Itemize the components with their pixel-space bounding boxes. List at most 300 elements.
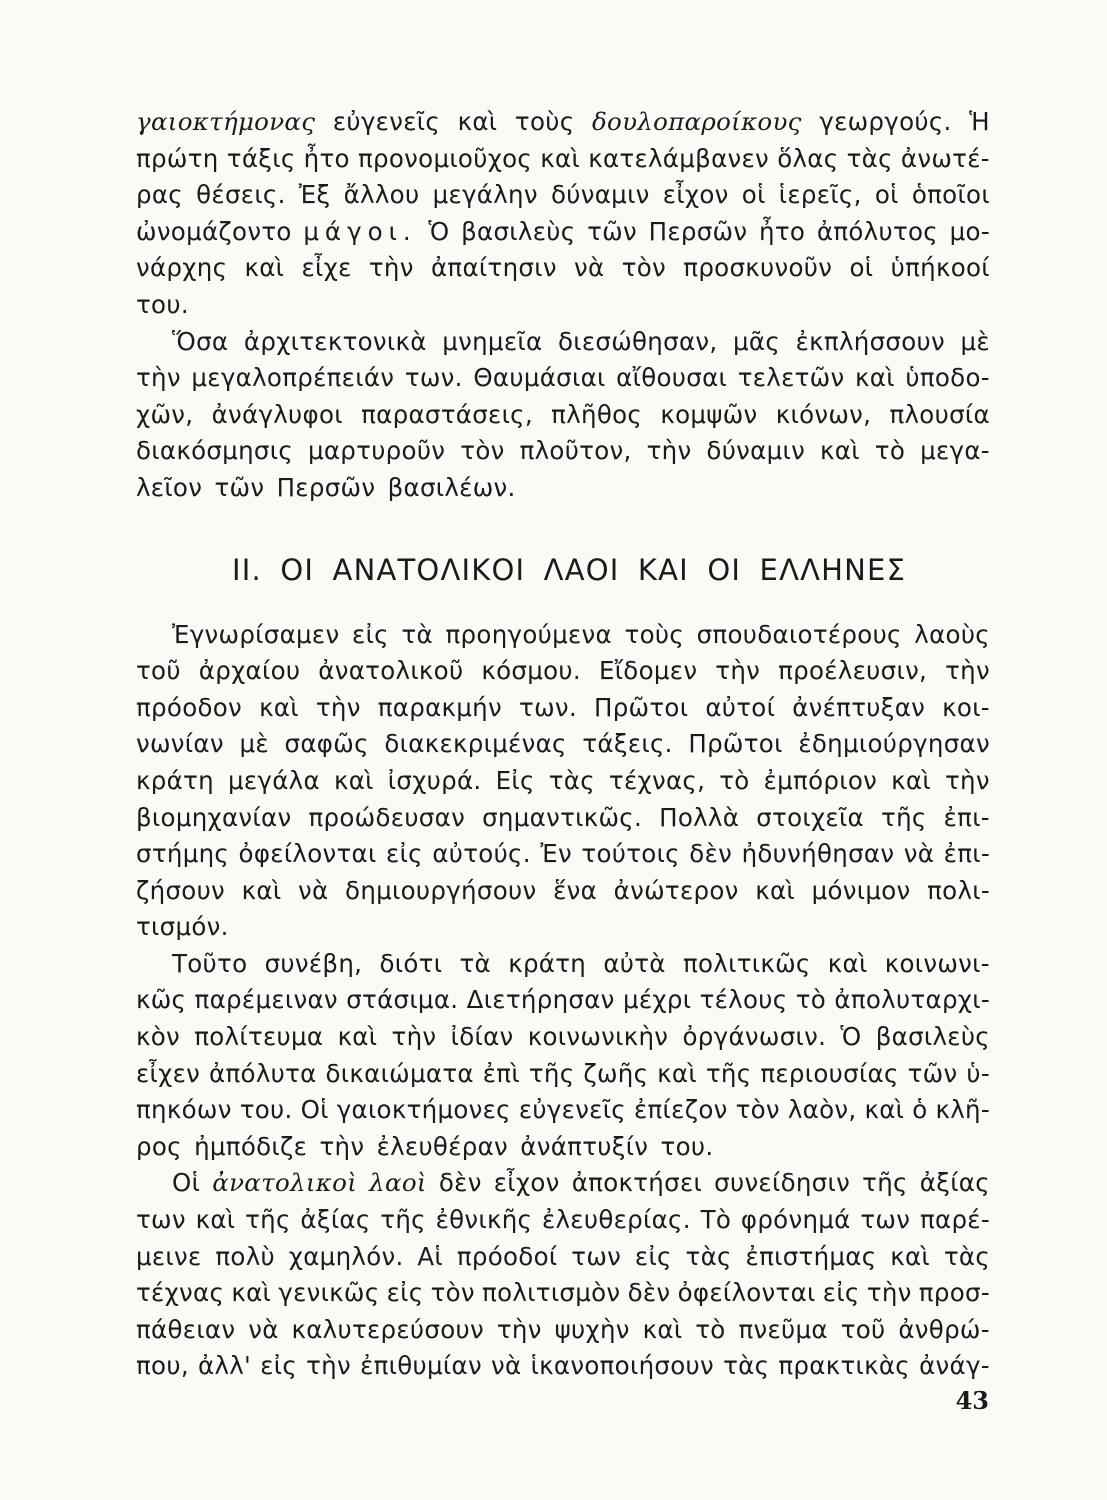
word: τὴν (136, 363, 181, 393)
word: ἠδυνήθησαν (741, 839, 895, 869)
word: τὰ (459, 948, 491, 978)
word: Οἱ (300, 1095, 329, 1125)
word: τὴν (715, 656, 761, 686)
word: τὸν (460, 436, 505, 466)
word: του. (136, 289, 189, 319)
word: δὲν (438, 1168, 482, 1198)
word: τέχνας, (608, 765, 706, 795)
text-line (136, 1312, 990, 1349)
text-line (136, 763, 990, 800)
word: τὰς (685, 1241, 732, 1271)
word: ὀφείλονται (677, 1278, 816, 1308)
word: εἶχεν (136, 1058, 201, 1088)
word: εἰς (352, 619, 389, 649)
word: τὴν (315, 692, 361, 722)
word: χῶν, (136, 399, 194, 429)
word: τούτοις (581, 839, 680, 869)
word: ὑποδο- (905, 363, 990, 393)
word: τῶν (587, 216, 637, 246)
word: ἐλευθέραν (376, 1131, 509, 1161)
word: κόσμου. (481, 656, 581, 686)
word: τῆς (705, 1058, 752, 1088)
word: πλῆθος (551, 399, 643, 429)
word: τοὺς (514, 107, 575, 136)
word: χαμηλόν. (288, 1241, 404, 1271)
word: νὰ (248, 1314, 279, 1344)
text-line (136, 946, 990, 983)
word: δικαιώματα (325, 1058, 474, 1088)
word: Πολλὰ (659, 802, 740, 832)
word: ἀνάπτυξίν (520, 1131, 649, 1161)
word: βασιλεὺς (461, 216, 576, 246)
paragraph-2 (136, 324, 990, 507)
word: Διετήρησαν (466, 985, 615, 1015)
word: ἐλευθερίας. (541, 1205, 691, 1235)
word: του. (660, 1131, 714, 1161)
paragraph-4 (136, 946, 990, 1166)
word: ἀνώτερον (613, 875, 739, 905)
word: ὑπήκοοί (890, 253, 990, 283)
word: εἰς (386, 1278, 424, 1308)
text-line (136, 470, 990, 507)
word: καὶ (333, 765, 374, 795)
word: ἠμπόδιζε (194, 1131, 308, 1161)
word: κοινωνικὴν (527, 1022, 669, 1052)
word: τὴν (391, 1022, 437, 1052)
word: διότι (379, 948, 443, 978)
text-line (136, 1239, 990, 1276)
word: τοῦ (136, 656, 181, 686)
word: τῆς (380, 1205, 426, 1235)
word: καὶ (457, 107, 498, 136)
text-line (136, 104, 990, 141)
word: καὶ (657, 1058, 697, 1088)
word: μὲ (960, 326, 990, 356)
word: τὴν (945, 656, 990, 686)
word: εἰς (822, 1278, 860, 1308)
word: ἀξίας (919, 1168, 990, 1198)
word: πολὺ (215, 1241, 275, 1271)
word: βασιλεὺς (875, 1022, 990, 1052)
word: πλουσία (889, 399, 990, 429)
paragraph-3 (136, 617, 990, 946)
word: τὴν (496, 1314, 542, 1344)
word: ἱκανοποιήσουν (530, 1351, 714, 1381)
word: τὸν (621, 253, 667, 283)
word: τὴν (319, 1131, 365, 1161)
body-text (136, 104, 990, 1385)
word: ἦτο (759, 216, 806, 246)
word: καὶ (642, 1314, 683, 1344)
word: τὸν (735, 1095, 780, 1125)
word: Ὁ (840, 1022, 862, 1052)
word: πλοῦτον, (519, 436, 632, 466)
word: νὰ (574, 253, 605, 283)
word: προσκυνοῦν (683, 253, 833, 283)
word: καὶ (755, 875, 795, 905)
word: τὸ (695, 1314, 726, 1344)
word: Ἐν (540, 839, 572, 869)
text-line (136, 324, 990, 361)
word: ἀποκτήσει (571, 1168, 703, 1198)
word: περιουσίας (760, 1058, 899, 1088)
word: πηκόων (136, 1095, 232, 1125)
word: συνέβη, (264, 948, 363, 978)
word: ζήσουν (136, 875, 226, 905)
word: δημιουργήσουν (345, 875, 537, 905)
word: των. (519, 692, 577, 722)
word: νὰ (298, 875, 329, 905)
text-line (136, 653, 990, 690)
word: τοὺς (624, 619, 685, 649)
word: Αἱ (417, 1241, 444, 1271)
word: γαιοκτήμονες (336, 1095, 511, 1125)
word: πρακτικὰς (778, 1351, 910, 1381)
word: ἦτο (303, 143, 350, 173)
word: ἀξίας (300, 1205, 371, 1235)
word: εἰς (260, 1351, 298, 1381)
text-line (136, 360, 990, 397)
word: νάρχης (136, 253, 228, 283)
word: ἀλλ' (198, 1351, 252, 1381)
word: οἱ (741, 180, 766, 210)
word: πρώτη (136, 143, 219, 173)
word: σημαντικῶς. (482, 802, 643, 832)
word: τὸ (795, 985, 827, 1015)
word: ἀνατολικοὶ (212, 1168, 358, 1198)
word: στοιχεῖα (756, 802, 864, 832)
word: ρας (136, 180, 183, 210)
word: κοι- (942, 692, 990, 722)
word: αὐτὰ (603, 948, 666, 978)
word: στάσιμα. (346, 985, 459, 1015)
word: αὐτούς. (432, 839, 531, 869)
word: ὠνομάζοντο (136, 216, 292, 246)
word: καὶ (855, 363, 895, 393)
word: τὴν (944, 765, 990, 795)
word: διεσώθησαν, (557, 326, 718, 356)
word: ὅλας (777, 143, 839, 173)
word: παραστάσεις, (361, 399, 533, 429)
word: φρόνημά (740, 1205, 851, 1235)
word: τῆς (862, 1168, 908, 1198)
word: πολιτικῶς (682, 948, 811, 978)
word: καὶ (259, 692, 299, 722)
word: πολιτισμὸν (482, 1278, 621, 1308)
word: Θαυμάσιαι (473, 363, 606, 393)
word: ἐπι- (943, 802, 990, 832)
word: ἄλλου (343, 180, 420, 210)
word: Ὁ (428, 216, 450, 246)
text-line (136, 1275, 990, 1312)
page-number: 43 (955, 1386, 989, 1415)
word: ἀνατολικοῦ (318, 656, 464, 686)
word: τέχνας (136, 1278, 225, 1308)
word: τοῦ (840, 1314, 886, 1344)
word: προνομιοῦχος (357, 143, 533, 173)
word: Οἱ (172, 1168, 201, 1198)
word: λαὸν, (787, 1095, 857, 1125)
word: γεωργούς. (819, 107, 952, 136)
word: προηγούμενα (445, 619, 612, 649)
word: Πρῶτοι (593, 692, 689, 722)
word: προώδευσαν (308, 802, 466, 832)
text-line (136, 1202, 990, 1239)
word: κατελάμβανεν (588, 143, 770, 173)
word: εἰς (634, 1241, 672, 1271)
word: καλυτερεύσουν (291, 1314, 484, 1344)
word: ἐπιστήμας (745, 1241, 877, 1271)
text-line (136, 909, 990, 946)
word: πολι- (927, 875, 990, 905)
word: τὰ (401, 619, 433, 649)
word: ἰδίαν (450, 1022, 514, 1052)
text-line (136, 1348, 990, 1385)
word: συνείδησιν (714, 1168, 851, 1198)
text-line (136, 982, 990, 1019)
word: Πρῶτοι (688, 729, 783, 759)
word: τῶν (214, 472, 265, 502)
word: αἴθουσαι (616, 363, 728, 393)
text-line (136, 836, 990, 873)
word: ἀρχαίου (198, 656, 301, 686)
word: ἰσχυρά. (387, 765, 482, 795)
word: καὶ (337, 1022, 378, 1052)
word: μεγα- (920, 436, 990, 466)
word: τῆς (528, 1058, 575, 1088)
word: ὁποῖοι (911, 180, 990, 210)
word: μεινε (136, 1241, 202, 1271)
section-heading: II. ΟΙ ΑΝΑΤΟΛΙΚΟΙ ΛΑΟΙ ΚΑΙ ΟΙ ΕΛΛΗΝΕΣ (232, 553, 907, 587)
word: παρέμειναν (194, 985, 338, 1015)
word: οἱ (874, 180, 899, 210)
word: κράτη (508, 948, 587, 978)
word: δὲν (627, 1278, 671, 1308)
word: δύναμιν (706, 436, 806, 466)
word: οἱ (849, 253, 874, 283)
word: δουλοπαροίκους (591, 107, 802, 136)
text-line (136, 617, 990, 654)
word: δὲν (689, 839, 733, 869)
word: ἀνωτέ- (900, 143, 990, 173)
word: τῆς (881, 802, 927, 832)
word: καὶ (891, 765, 931, 795)
word: καὶ (241, 875, 282, 905)
word: κοινωνι- (884, 948, 990, 978)
word: τὸ (719, 765, 750, 795)
text-line (136, 690, 990, 727)
word: των (571, 1241, 622, 1271)
word: βιομηχανίαν (136, 802, 292, 832)
word: εἶχον (493, 1168, 560, 1198)
word: τὰς (846, 143, 893, 173)
word: εἶχε (301, 253, 352, 283)
word: ἕνα (553, 875, 598, 905)
word: διακεκριμένας (384, 729, 567, 759)
word: ζωῆς (583, 1058, 649, 1088)
word: παρακμήν (377, 692, 502, 722)
word: κὸν (136, 1022, 181, 1052)
word: των (136, 1205, 186, 1235)
word: πρόοδον (136, 692, 243, 722)
word: Εἴδομεν (598, 656, 698, 686)
word: τέλους (699, 985, 788, 1015)
word: ὀργάνωσιν. (682, 1022, 827, 1052)
word: ἀνάγ- (919, 1351, 990, 1381)
word: ψυχὴν (554, 1314, 630, 1344)
word: πνεῦμα (738, 1314, 828, 1344)
word: Περσῶν (276, 472, 376, 502)
word: ὑ- (966, 1058, 990, 1088)
word: τὴν (866, 1278, 912, 1308)
word: ἀνθρώ- (898, 1314, 990, 1344)
word: κράτη (136, 765, 214, 795)
text-line (136, 726, 990, 763)
word: τὰς (943, 1241, 990, 1271)
word: διακόσμησις (136, 436, 293, 466)
word: μεγάλην (432, 180, 538, 210)
word: τὸν (430, 1278, 475, 1308)
word: καὶ (820, 436, 860, 466)
word: μεγάλα (227, 765, 320, 795)
word: ἐμπόριον (763, 765, 878, 795)
text-line (136, 1056, 990, 1093)
word: τισμόν. (136, 912, 229, 942)
word: κῶς (136, 985, 187, 1015)
text-line (136, 141, 990, 178)
text-line (136, 1092, 990, 1129)
word: Ἡ (969, 107, 990, 136)
word: νὰ (491, 1351, 522, 1381)
word: ἐκπλήσσουν (795, 326, 945, 356)
word: καὶ (244, 253, 285, 283)
paragraph-5 (136, 1165, 990, 1385)
word: μο- (949, 216, 990, 246)
text-line (136, 1019, 990, 1056)
word: Τοῦτο (172, 948, 248, 978)
word: προέλευσιν, (778, 656, 928, 686)
word: τῶν (907, 1058, 958, 1088)
word: ἱερεῖς, (778, 180, 862, 210)
word: κλῆ- (935, 1095, 990, 1125)
word: σαφῶς (284, 729, 369, 759)
word: εἶχον (662, 180, 729, 210)
word: μόνιμον (811, 875, 911, 905)
word: Τὸ (700, 1205, 732, 1235)
word: λεῖον (136, 472, 203, 502)
word: που, (136, 1351, 189, 1381)
word: ἀπόλυτα (209, 1058, 317, 1088)
word: τάξεις. (582, 729, 673, 759)
word: τὰς (548, 765, 595, 795)
word: αὐτοί (705, 692, 776, 722)
word: Ἐγνωρίσαμεν (172, 619, 340, 649)
word: στήμης (136, 839, 230, 869)
word: Εἰς (495, 765, 535, 795)
word: καὶ (231, 1278, 272, 1308)
word: νὰ (903, 839, 935, 869)
word: κομψῶν (660, 399, 758, 429)
word: καὶ (890, 1241, 931, 1271)
word: καὶ (827, 948, 868, 978)
text-line (136, 250, 990, 287)
word: λαοὺς (914, 619, 990, 649)
text-line (136, 800, 990, 837)
word: ἐδημιούργησαν (798, 729, 990, 759)
word: τὴν (646, 436, 692, 466)
word: Ἐξ (298, 180, 331, 210)
word: εἰς (386, 839, 423, 869)
word: του. (239, 1095, 293, 1125)
word: λαοὶ (369, 1168, 427, 1198)
word: ἐπι- (943, 839, 990, 869)
word: δύναμιν (550, 180, 650, 210)
word: ρος (136, 1131, 182, 1161)
word: προσ- (918, 1278, 990, 1308)
word: ἐθνικῆς (435, 1205, 533, 1235)
word: τὰς (723, 1351, 770, 1381)
word: ἀνέπτυξαν (792, 692, 926, 722)
word: κιόνων, (775, 399, 872, 429)
word: καὶ (540, 143, 581, 173)
word: ἐπίεζον (633, 1095, 728, 1125)
word: τὸ (874, 436, 906, 466)
word: εὐγενεῖς (518, 1095, 626, 1125)
word: Ὅσα (172, 326, 229, 356)
word: πρόοδοί (456, 1241, 558, 1271)
word: ἀπαίτησιν (430, 253, 557, 283)
word: παρέ- (919, 1205, 990, 1235)
text-line (136, 287, 990, 324)
text-line (136, 1129, 990, 1166)
word: ἐπὶ (482, 1058, 520, 1088)
word: μεγαλοπρέπειάν (191, 363, 395, 393)
word: των (860, 1205, 911, 1235)
word: των. (404, 363, 463, 393)
word: πολίτευμα (194, 1022, 324, 1052)
paragraph-1 (136, 104, 990, 324)
word: ἀνάγλυφοι (211, 399, 343, 429)
text-line (136, 214, 990, 251)
word: ὀφείλονται (238, 839, 377, 869)
word: πάθειαν (136, 1314, 236, 1344)
word: μνημεῖα (442, 326, 543, 356)
word: ὁ (912, 1095, 928, 1125)
word: μαρτυροῦν (307, 436, 446, 466)
word: σπουδαιοτέρους (696, 619, 902, 649)
word: ἀπόλυτος (816, 216, 938, 246)
word: γενικῶς (278, 1278, 380, 1308)
word: ἀπολυταρχι- (834, 985, 990, 1015)
word: τὴν (368, 253, 414, 283)
word: τελετῶν (737, 363, 845, 393)
text-line (136, 433, 990, 470)
word: νωνίαν (136, 729, 224, 759)
word: τὴν (306, 1351, 351, 1381)
word: ἀρχιτεκτονικὰ (243, 326, 427, 356)
text-line (136, 177, 990, 214)
text-line (136, 873, 990, 910)
text-line (136, 397, 990, 434)
word: μὲ (239, 729, 269, 759)
word: καὶ (864, 1095, 905, 1125)
word: γαιοκτήμονας (136, 107, 316, 136)
word: τάξις (226, 143, 296, 173)
text-line (136, 1165, 990, 1202)
word: μέχρι (622, 985, 692, 1015)
word: ἐπιθυμίαν (360, 1351, 482, 1381)
word: Περσῶν (648, 216, 748, 246)
